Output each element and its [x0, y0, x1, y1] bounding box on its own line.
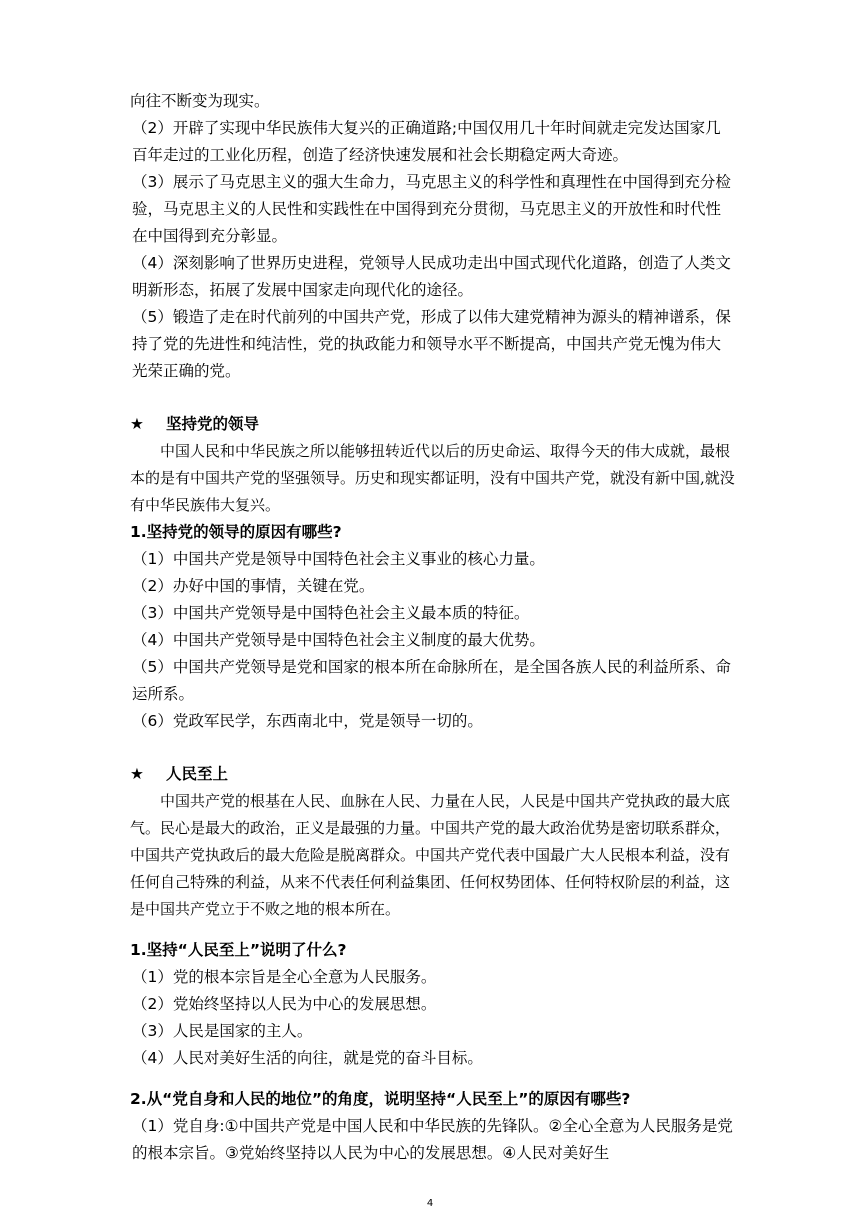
page-number: 4 — [426, 1198, 434, 1209]
spacer — [130, 385, 735, 399]
star-icon: ★ — [130, 415, 144, 433]
list-item: （5）锻造了走在时代前列的中国共产党，形成了以伟大建党精神为源头的精神谱系，保持了党的先进性和纯洁性，党的执政能力和领导水平不断提高，中国共产党无愧为伟大光荣正确的党。 — [132, 308, 731, 380]
list-item: （6）党政军民学，东西南北中，党是领导一切的。 — [132, 712, 483, 730]
section-heading-people-first — [130, 761, 735, 788]
list-item: （4）人民对美好生活的向往，就是党的奋斗目标。 — [132, 1049, 483, 1067]
list-item: （1）党的根本宗旨是全心全意为人民服务。 — [132, 968, 437, 986]
paragraph-line: 向往不断变为现实。 — [130, 92, 270, 110]
list-item: （3）中国共产党领导是中国特色社会主义最本质的特征。 — [132, 604, 530, 622]
question-heading: 1.坚持“人民至上”说明了什么? — [130, 941, 347, 959]
section-title: 坚持党的领导 — [166, 415, 260, 433]
section-intro: 中国人民和中华民族之所以能够扭转近代以后的历史命运、取得今天的伟大成就，最根本的是有中国共产党的坚强领导。历史和现实都证明，没有中国共产党，就没有新中国,就没有中华民族伟大复兴。 — [130, 442, 735, 514]
spacer — [130, 1072, 735, 1086]
section-heading-party-leadership — [130, 411, 735, 438]
spacer — [130, 735, 735, 749]
list-item: （4）中国共产党领导是中国特色社会主义制度的最大优势。 — [132, 631, 545, 649]
question-heading: 1.坚持党的领导的原因有哪些? — [130, 523, 342, 541]
list-item: （2）开辟了实现中华民族伟大复兴的正确道路;中国仅用几十年时间就走完发达国家几百年走过的工业化历程，创造了经济快速发展和社会长期稳定两大奇迹。 — [132, 119, 721, 164]
section-intro: 中国共产党的根基在人民、血脉在人民、力量在人民，人民是中国共产党执政的最大底气。民心是最大的政治，正义是最强的力量。中国共产党的最大政治优势是密切联系群众，中国共产党执政后的最大危险是脱离群众。中国共产党代表中国最广大人民根本利益，没有任何自己特殊的利益，从来不代表任何利益集团、任何权势团体、任何特权阶层的利益，这是中国共产党立于不败之地的根本所在。 — [130, 792, 731, 918]
list-item: （1）中国共产党是领导中国特色社会主义事业的核心力量。 — [132, 550, 545, 568]
list-item: （2）党始终坚持以人民为中心的发展思想。 — [132, 995, 437, 1013]
question-heading: 2.从“党自身和人民的地位”的角度，说明坚持“人民至上”的原因有哪些? — [130, 1090, 631, 1108]
list-item: （2）办好中国的事情，关键在党。 — [132, 577, 375, 595]
list-item: （5）中国共产党领导是党和国家的根本所在命脉所在，是全国各族人民的利益所系、命运所系。 — [132, 658, 731, 703]
list-item: （4）深刻影响了世界历史进程，党领导人民成功走出中国式现代化道路，创造了人类文明新形态，拓展了发展中国家走向现代化的途径。 — [132, 254, 731, 299]
star-icon: ★ — [130, 765, 144, 783]
page-content — [130, 88, 735, 1167]
list-item: （3）展示了马克思主义的强大生命力，马克思主义的科学性和真理性在中国得到充分检验，马克思主义的人民性和实践性在中国得到充分贯彻，马克思主义的开放性和时代性在中国得到充分彰显。 — [132, 173, 731, 245]
list-item: （1）党自身:①中国共产党是中国人民和中华民族的先锋队。②全心全意为人民服务是党的根本宗旨。③党始终坚持以人民为中心的发展思想。④人民对美好生 — [132, 1117, 733, 1162]
section-title: 人民至上 — [166, 765, 229, 783]
list-item: （3）人民是国家的主人。 — [132, 1022, 313, 1040]
spacer — [130, 923, 735, 937]
